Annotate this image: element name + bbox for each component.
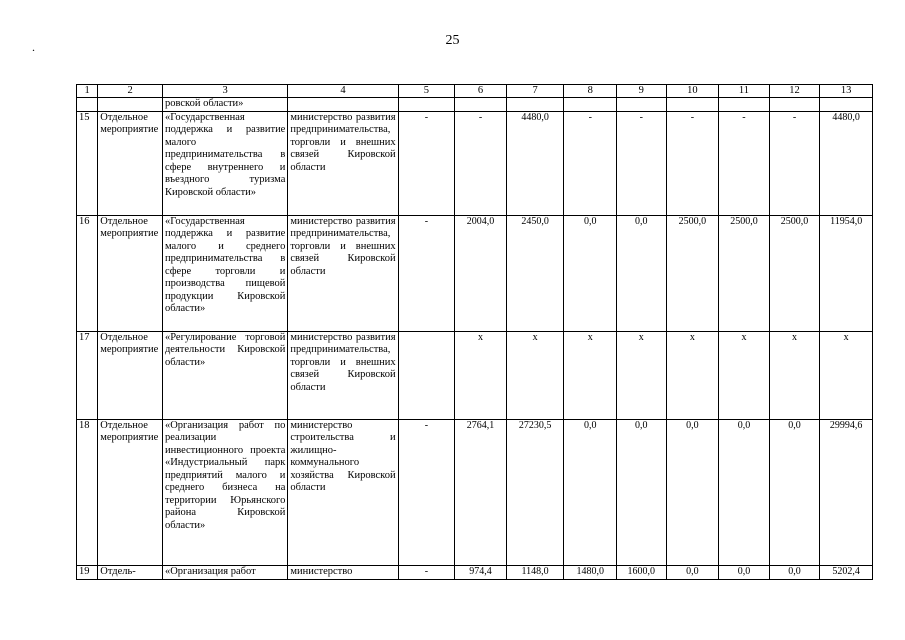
value-cell: 974,4 xyxy=(455,565,507,579)
value-cell: х xyxy=(617,331,667,419)
value-cell: х xyxy=(564,331,617,419)
row-name: «Государственная поддержка и развитие малого предпринимательства в сфере внутреннего и въездного туризма Кировской области» xyxy=(162,111,287,215)
value-cell: х xyxy=(506,331,564,419)
value-cell: х xyxy=(455,331,507,419)
stray-mark: . xyxy=(32,40,35,54)
value-cell: - xyxy=(719,111,770,215)
column-number-row xyxy=(77,85,873,98)
value-cell: х xyxy=(820,331,873,419)
value-cell xyxy=(398,331,455,419)
value-cell: 0,0 xyxy=(617,215,667,331)
column-header: 5 xyxy=(398,85,455,98)
carryover-row xyxy=(77,98,873,112)
row-type: Отдельное мероприятие xyxy=(98,331,163,419)
row-name: «Государственная поддержка и развитие малого и среднего предпринимательства в сфере торговли и производства пищевой продукции Кировской области» xyxy=(162,215,287,331)
value-cell: 4480,0 xyxy=(820,111,873,215)
value-cell: 2764,1 xyxy=(455,419,507,565)
value-cell: 2004,0 xyxy=(455,215,507,331)
value-cell: - xyxy=(769,111,820,215)
table-row xyxy=(77,565,873,579)
value-cell: 0,0 xyxy=(769,565,820,579)
value-cell: 1148,0 xyxy=(506,565,564,579)
row-type: Отдельное мероприятие xyxy=(98,419,163,565)
column-header: 2 xyxy=(98,85,163,98)
row-executor: министерство строительства и жилищно-коммунального хозяйства Кировской области xyxy=(288,419,398,565)
table-row xyxy=(77,111,873,215)
row-executor: министерство xyxy=(288,565,398,579)
value-cell: 0,0 xyxy=(564,215,617,331)
table-row xyxy=(77,331,873,419)
table-row xyxy=(77,215,873,331)
value-cell: 5202,4 xyxy=(820,565,873,579)
value-cell: - xyxy=(398,111,455,215)
column-header: 8 xyxy=(564,85,617,98)
row-name: «Организация работ по реализации инвестиционного проекта «Индустриальный парк предприятий малого и среднего бизнеса на территории Юрьянского района Кировской области» xyxy=(162,419,287,565)
value-cell: х xyxy=(769,331,820,419)
value-cell: 2450,0 xyxy=(506,215,564,331)
value-cell: 0,0 xyxy=(617,419,667,565)
row-number: 18 xyxy=(77,419,98,565)
value-cell: 2500,0 xyxy=(719,215,770,331)
value-cell: х xyxy=(719,331,770,419)
column-header: 11 xyxy=(719,85,770,98)
row-number: 15 xyxy=(77,111,98,215)
value-cell: - xyxy=(564,111,617,215)
column-header: 3 xyxy=(162,85,287,98)
value-cell: 0,0 xyxy=(564,419,617,565)
column-header: 9 xyxy=(617,85,667,98)
value-cell: 27230,5 xyxy=(506,419,564,565)
value-cell: 0,0 xyxy=(719,419,770,565)
row-number: 17 xyxy=(77,331,98,419)
row-number: 16 xyxy=(77,215,98,331)
value-cell: 2500,0 xyxy=(666,215,719,331)
row-name: «Регулирование торговой деятельности Кировской области» xyxy=(162,331,287,419)
value-cell: 29994,6 xyxy=(820,419,873,565)
row-type: Отдель- xyxy=(98,565,163,579)
program-table xyxy=(76,84,873,580)
column-header: 4 xyxy=(288,85,398,98)
page-number: 25 xyxy=(445,33,460,48)
value-cell: 1480,0 xyxy=(564,565,617,579)
table-row xyxy=(77,419,873,565)
value-cell: - xyxy=(398,565,455,579)
value-cell: - xyxy=(398,419,455,565)
value-cell: - xyxy=(617,111,667,215)
value-cell: 1600,0 xyxy=(617,565,667,579)
value-cell: - xyxy=(455,111,507,215)
row-executor: министерство развития предпринимательства, торговли и внешних связей Кировской области xyxy=(288,111,398,215)
row-type: Отдельное мероприятие xyxy=(98,111,163,215)
value-cell: 0,0 xyxy=(666,419,719,565)
value-cell: - xyxy=(398,215,455,331)
column-header: 13 xyxy=(820,85,873,98)
carryover-text: ровской области» xyxy=(162,98,287,112)
value-cell: х xyxy=(666,331,719,419)
row-type: Отдельное мероприятие xyxy=(98,215,163,331)
value-cell: 0,0 xyxy=(719,565,770,579)
value-cell: 0,0 xyxy=(769,419,820,565)
row-name: «Организация работ xyxy=(162,565,287,579)
value-cell: 11954,0 xyxy=(820,215,873,331)
row-executor: министерство развития предпринимательства, торговли и внешних связей Кировской области xyxy=(288,331,398,419)
column-header: 6 xyxy=(455,85,507,98)
row-number: 19 xyxy=(77,565,98,579)
row-executor: министерство развития предпринимательства, торговли и внешних связей Кировской области xyxy=(288,215,398,331)
value-cell: 2500,0 xyxy=(769,215,820,331)
column-header: 7 xyxy=(506,85,564,98)
column-header: 10 xyxy=(666,85,719,98)
column-header: 1 xyxy=(77,85,98,98)
value-cell: 0,0 xyxy=(666,565,719,579)
value-cell: - xyxy=(666,111,719,215)
column-header: 12 xyxy=(769,85,820,98)
value-cell: 4480,0 xyxy=(506,111,564,215)
